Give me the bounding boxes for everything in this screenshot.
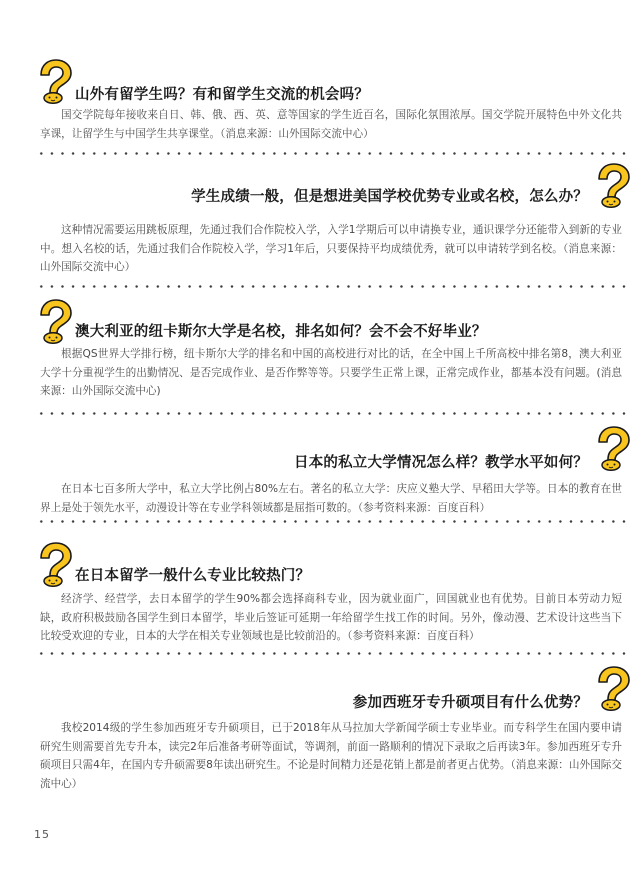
dotted-divider xyxy=(36,285,626,288)
question-heading: 学生成绩一般，但是想进美国学校优势专业或名校，怎么办？ xyxy=(191,189,588,205)
answer-text: 根据QS世界大学排行榜，纽卡斯尔大学的排名和中国的高校进行对比的话，在全中国上千所高校中排名第8，澳大利亚大学十分重视学生的出勤情况、是否完成作业、是否作弊等等。只要学生正常上课，正常完成作业，都基本没有问题。(消息来源：山外国际交流中心) xyxy=(40,348,622,398)
dotted-divider xyxy=(36,152,626,155)
answer-text: 国交学院每年接收来自日、韩、俄、西、英、意等国家的学生近百名，国际化氛围浓厚。国交学院开展特色中外文化共享课，让留学生与中国学生共享课堂。（消息来源：山外国际交流中心） xyxy=(40,109,622,140)
question-heading: 参加西班牙专升硕项目有什么优势？ xyxy=(352,695,588,711)
answer-text: 在日本七百多所大学中，私立大学比例占80%左右。著名的私立大学：庆应义塾大学、早稻田大学等。日本的教育在世界上是处于领先水平，动漫设计等在专业学科领域都是屈指可数的。（参考资料来源：百度百科） xyxy=(40,483,622,514)
question-heading: 澳大利亚的纽卡斯尔大学是名校，排名如何？会不会不好毕业？ xyxy=(75,324,487,340)
dotted-divider xyxy=(36,652,626,655)
question-mark-icon xyxy=(34,58,78,104)
dotted-divider xyxy=(36,520,626,523)
question-mark-icon xyxy=(34,541,78,587)
question-heading: 山外有留学生吗？有和留学生交流的机会吗？ xyxy=(75,87,369,103)
answer-text: 经济学、经营学，去日本留学的学生90%都会选择商科专业，因为就业面广，回国就业也有优势。目前日本劳动力短缺，政府积极鼓励各国学生到日本留学，毕业后签证可延期一年给留学生找工作的时间。另外，像动漫、艺术设计这些当下比较受欢迎的专业，日本的大学在相关专业领域也是比较前沿的。（参考资料来源：百度百科） xyxy=(40,593,622,643)
question-heading: 在日本留学一般什么专业比较热门？ xyxy=(75,568,311,584)
dotted-divider xyxy=(36,412,626,415)
answer-text: 这种情况需要运用跳板原理，先通过我们合作院校入学，入学1学期后可以申请换专业，通识课学分还能带入到新的专业中。想入名校的话，先通过我们合作院校入学，学习1年后，只要保持平均成绩优秀，就可以申请转学到名校。（消息来源：山外国际交流中心） xyxy=(40,224,622,274)
answer-text: 我校2014级的学生参加西班牙专升硕项目，已于2018年从马拉加大学新闻学硕士专业毕业。而专科学生在国内要申请研究生则需要首先专升本，读完2年后准备考研等面试，等调剂，前面一路顺利的情况下录取之后再读3年。参加西班牙专升硕项目只需4年，在国内专升硕需要8年读出研究生。不论是时间精力还是花销上都是前者更占优势。（消息来源：山外国际交流中心） xyxy=(40,722,622,790)
question-mark-icon xyxy=(592,425,636,471)
question-mark-icon xyxy=(592,162,636,208)
question-mark-icon xyxy=(592,665,636,711)
page-number: 15 xyxy=(34,828,50,841)
question-heading: 日本的私立大学情况怎么样？教学水平如何？ xyxy=(294,455,588,471)
question-mark-icon xyxy=(34,298,78,344)
